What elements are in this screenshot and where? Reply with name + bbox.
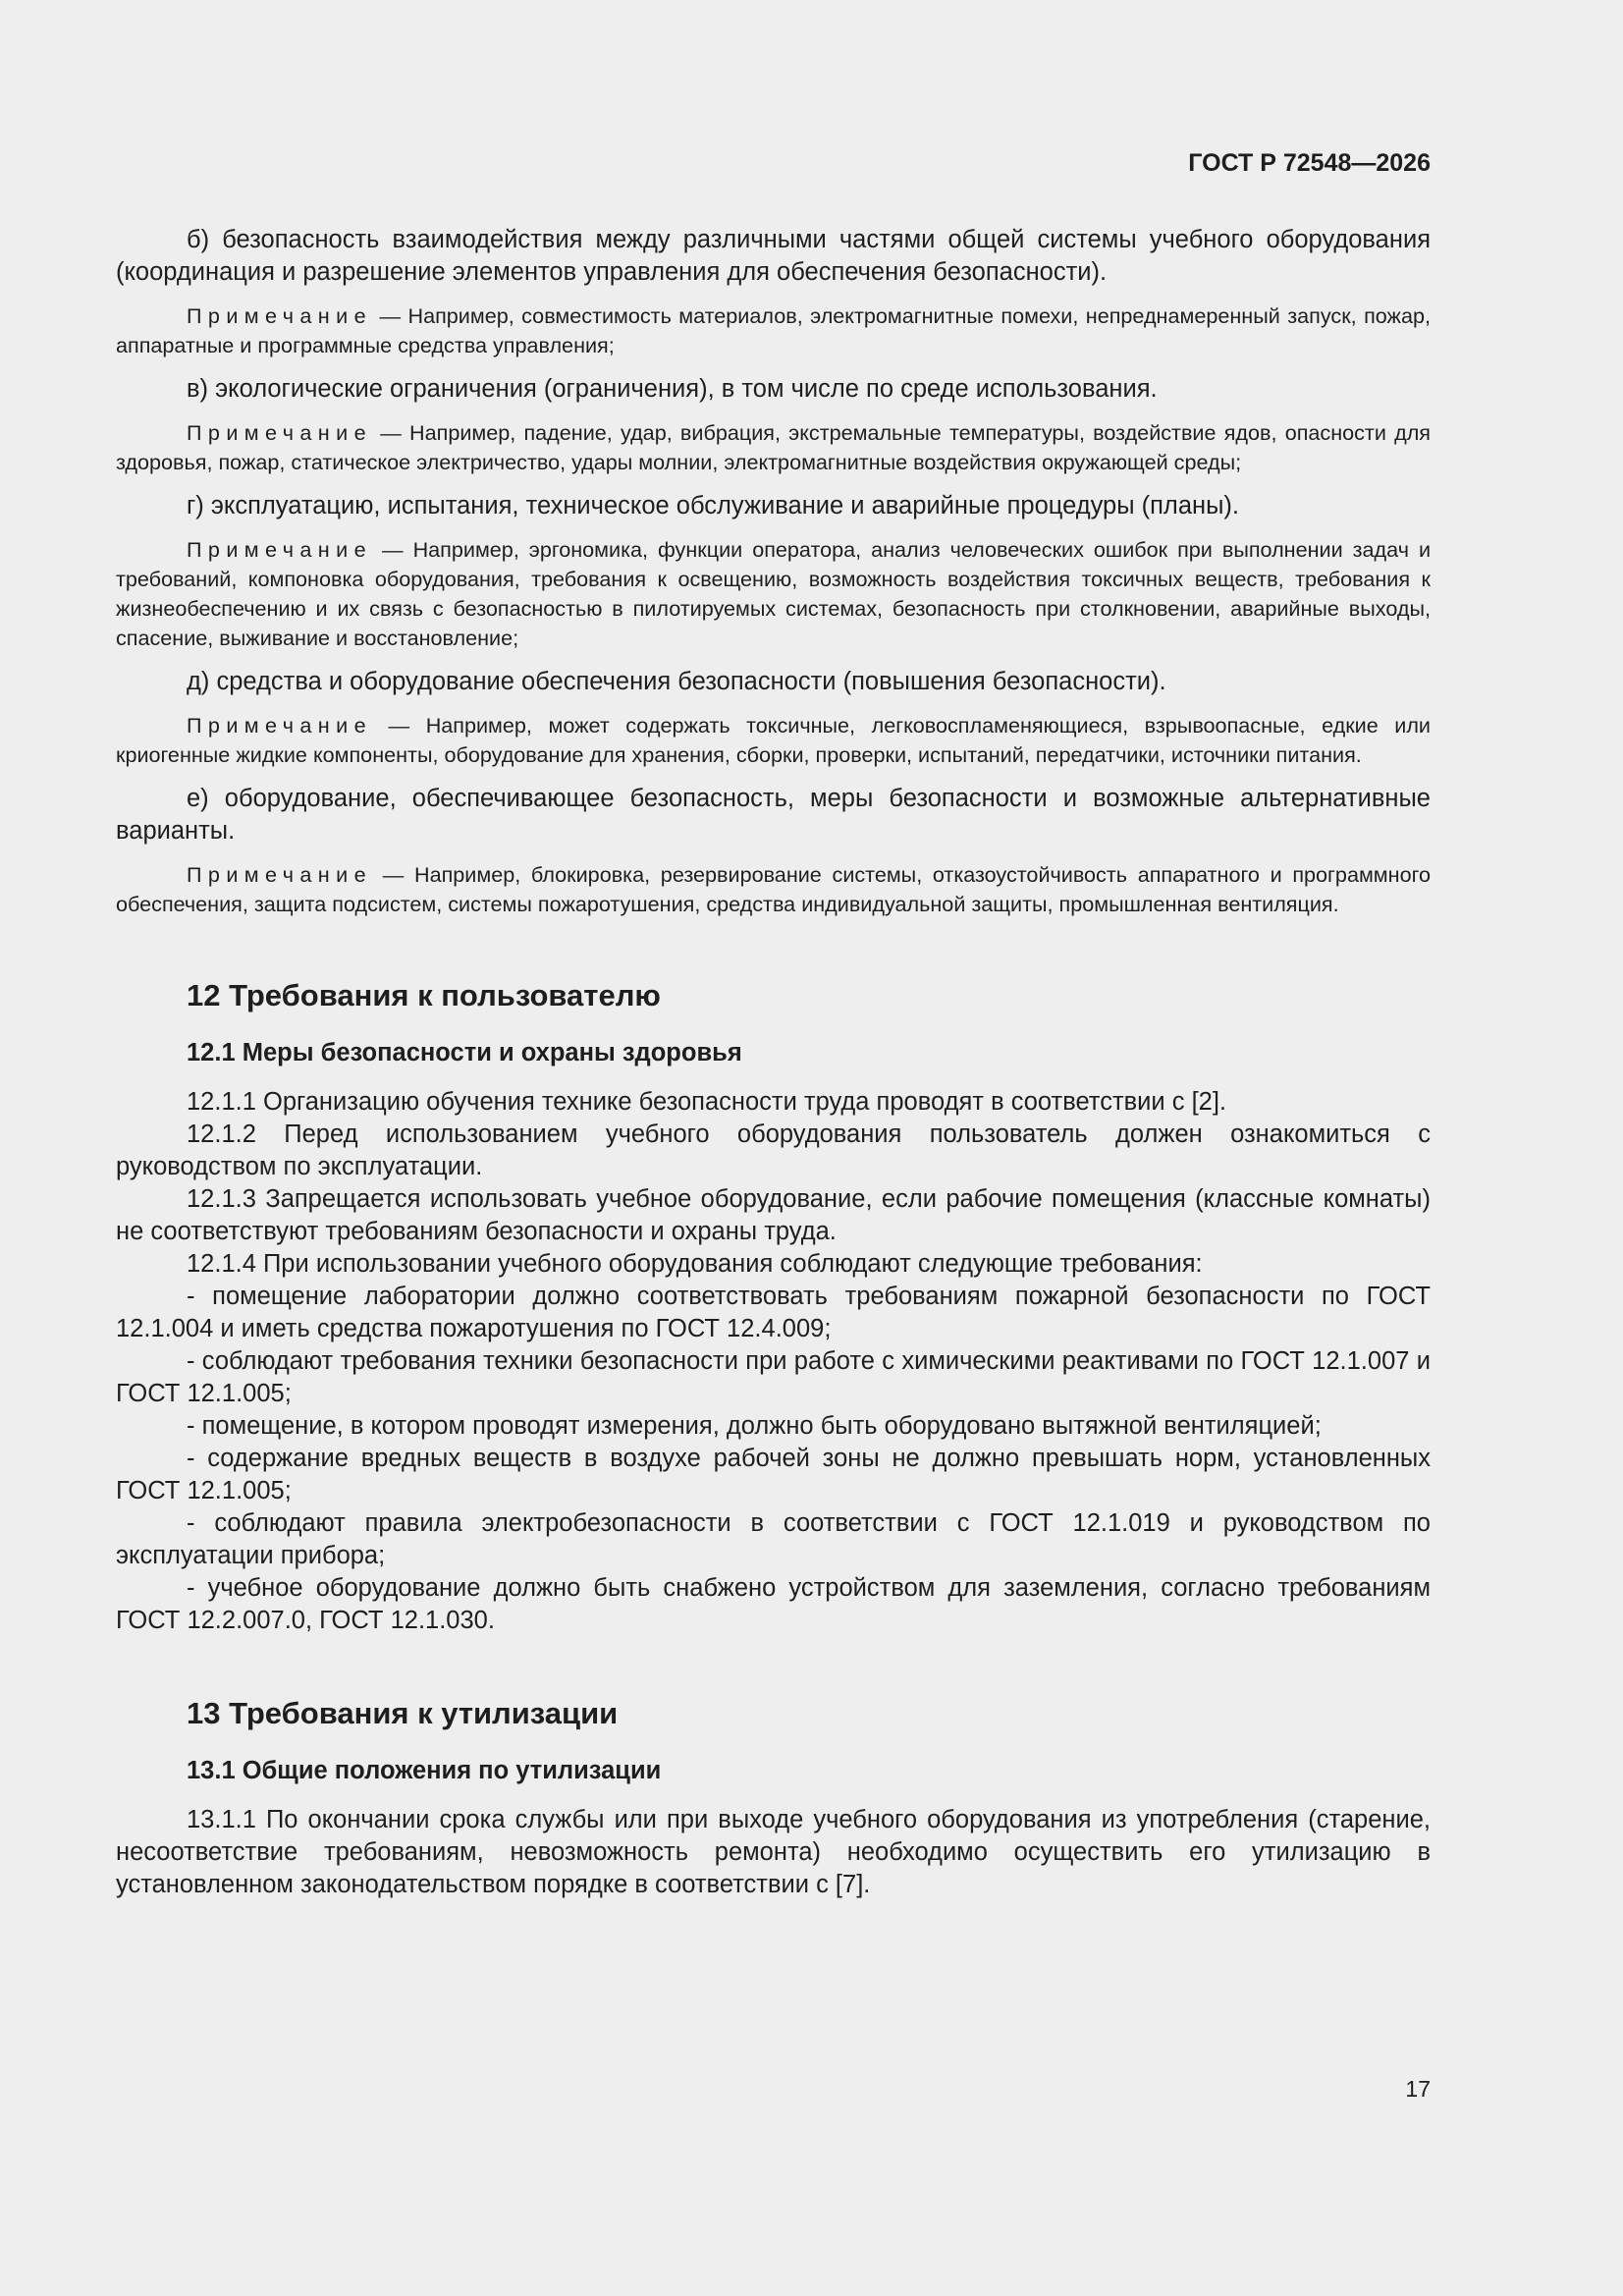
note-label: Примечание bbox=[187, 420, 372, 445]
section-13-title: 13 Требования к утилизации bbox=[187, 1696, 619, 1730]
note-label: Примечание bbox=[187, 537, 372, 562]
note-label: Примечание bbox=[187, 862, 372, 887]
note-label: Примечание bbox=[187, 713, 372, 738]
paragraph-12-1-4: 12.1.4 При использовании учебного оборудования соблюдают следующие требования: bbox=[187, 1250, 1203, 1278]
subsection-13-1-title: 13.1 Общие положения по утилизации bbox=[187, 1757, 662, 1784]
requirement-item: - соблюдают требования техники безопасности при работе с химическими реактивами по ГОСТ 12.1.007 и ГОСТ 12.1.005; bbox=[116, 1347, 1431, 1407]
note-e bbox=[116, 860, 1431, 919]
note-label: Примечание bbox=[187, 303, 372, 328]
list-item-d: д) средства и оборудование обеспечения безопасности (повышения безопасности). bbox=[187, 668, 1166, 695]
paragraph-12-1-1: 12.1.1 Организацию обучения технике безопасности труда проводят в соответствии с [2]. bbox=[187, 1088, 1227, 1116]
list-item-g: г) эксплуатацию, испытания, техническое обслуживание и аварийные процедуры (планы). bbox=[187, 492, 1239, 519]
requirement-item: - помещение лаборатории должно соответствовать требованиям пожарной безопасности по ГОСТ 12.1.004 и иметь средства пожаротушения по ГОСТ 12.4.009; bbox=[116, 1283, 1431, 1342]
note-text: — Например, блокировка, резервирование системы, отказоустойчивость аппаратного и программного обеспечения, защита подсистем, системы пожаротушения, средства индивидуальной защиты, промышленная вентиляция. bbox=[116, 862, 1431, 916]
paragraph-12-1-2: 12.1.2 Перед использованием учебного оборудования пользователь должен ознакомиться с руководством по эксплуатации. bbox=[116, 1121, 1431, 1180]
subsection-12-1-title: 12.1 Меры безопасности и охраны здоровья bbox=[187, 1039, 742, 1066]
note-g bbox=[116, 535, 1431, 653]
list-item-v: в) экологические ограничения (ограничения), в том числе по среде использования. bbox=[187, 375, 1158, 403]
requirement-item: - учебное оборудование должно быть снабжено устройством для заземления, согласно требованиям ГОСТ 12.2.007.0, ГОСТ 12.1.030. bbox=[116, 1574, 1431, 1634]
note-v bbox=[116, 418, 1431, 477]
document-code: ГОСТ Р 72548—2026 bbox=[1188, 149, 1431, 177]
note-text: — Например, совместимость материалов, электромагнитные помехи, непреднамеренный запуск, пожар, аппаратные и программные средства управления; bbox=[116, 303, 1431, 357]
note-b bbox=[116, 301, 1431, 360]
requirement-item: - помещение, в котором проводят измерения, должно быть оборудовано вытяжной вентиляцией; bbox=[187, 1412, 1322, 1440]
section-12-title: 12 Требования к пользователю bbox=[187, 978, 661, 1012]
note-d bbox=[116, 711, 1431, 770]
paragraph-12-1-3: 12.1.3 Запрещается использовать учебное оборудование, если рабочие помещения (классные комнаты) не соответствуют требованиям безопасности и охраны труда. bbox=[116, 1185, 1431, 1245]
page-number: 17 bbox=[1405, 2076, 1431, 2102]
note-text: — Например, может содержать токсичные, легковоспламеняющиеся, взрывоопасные, едкие или криогенные жидкие компоненты, оборудование для хранения, сборки, проверки, испытаний, передатчики, источники питания. bbox=[116, 713, 1431, 767]
page-content bbox=[116, 224, 1431, 1901]
list-item-b: б) безопасность взаимодействия между различными частями общей системы учебного оборудования (координация и разрешение элементов управления для обеспечения безопасности). bbox=[116, 226, 1431, 286]
requirement-item: - содержание вредных веществ в воздухе рабочей зоны не должно превышать норм, установленных ГОСТ 12.1.005; bbox=[116, 1445, 1431, 1504]
paragraph-13-1-1: 13.1.1 По окончании срока службы или при выходе учебного оборудования из употребления (старение, несоответствие требованиям, невозможность ремонта) необходимо осуществить его утилизацию в установленном законодательством порядке в соответствии с [7]. bbox=[116, 1806, 1431, 1898]
list-item-e: е) оборудование, обеспечивающее безопасность, меры безопасности и возможные альтернативные варианты. bbox=[116, 785, 1431, 845]
note-text: — Например, падение, удар, вибрация, экстремальные температуры, воздействие ядов, опасности для здоровья, пожар, статическое электричество, удары молнии, электромагнитные воздействия окружающей среды; bbox=[116, 420, 1431, 474]
note-text: — Например, эргономика, функции оператора, анализ человеческих ошибок при выполнении задач и требований, компоновка оборудования, требования к освещению, возможность воздействия токсичных веществ, требования к жизнеобеспечению и их связь с безопасностью в пилотируемых системах, безопасность при столкновении, аварийные выходы, спасение, выживание и восстановление; bbox=[116, 537, 1431, 650]
requirement-item: - соблюдают правила электробезопасности в соответствии с ГОСТ 12.1.019 и руководством по эксплуатации прибора; bbox=[116, 1509, 1431, 1569]
